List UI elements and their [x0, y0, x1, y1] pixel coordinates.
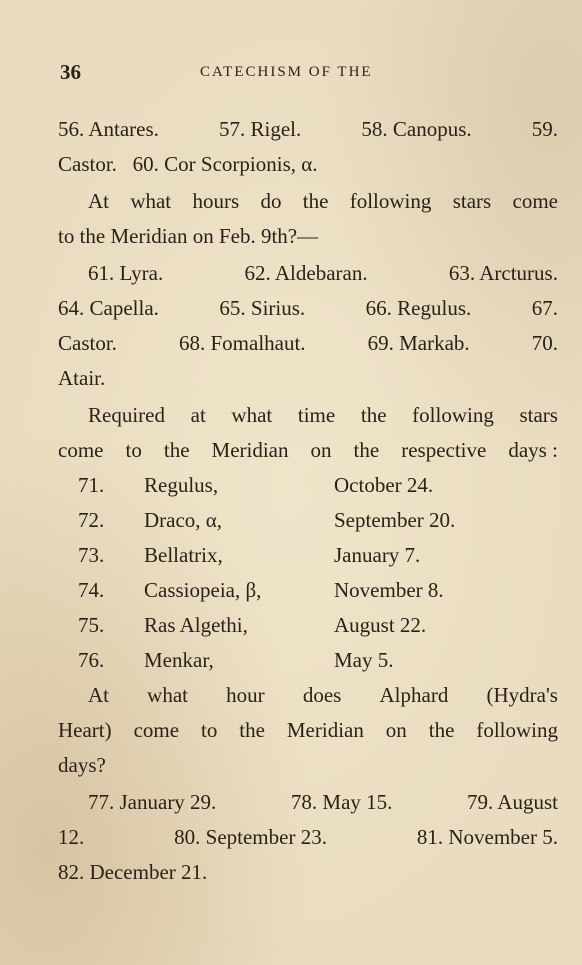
text-segment: 78. May 15.: [290, 790, 393, 814]
text-segment: 80. September 23.: [174, 825, 327, 849]
page-header: [60, 60, 520, 88]
word: the: [428, 718, 455, 742]
word: do: [260, 189, 282, 213]
text-segment: Castor.: [58, 331, 117, 355]
word: following: [349, 189, 432, 213]
row-number: 75.: [78, 613, 105, 637]
text-segment: 70.: [531, 331, 558, 355]
word: days :: [508, 438, 558, 462]
row-number: 76.: [78, 648, 105, 672]
word: Alphard: [379, 683, 449, 707]
text-line: [58, 112, 558, 147]
text-line: [58, 219, 558, 254]
word: stars: [452, 189, 492, 213]
word: at: [190, 403, 206, 427]
date: January 7.: [334, 543, 421, 567]
date: May 5.: [334, 648, 394, 672]
table-row: [58, 573, 558, 608]
row-number: 71.: [78, 473, 105, 497]
table-row: [58, 608, 558, 643]
word: stars: [519, 403, 558, 427]
star-name: Cassiopeia, β,: [144, 578, 262, 602]
star-name: Ras Algethi,: [144, 613, 248, 637]
text-segment: 59.: [531, 117, 558, 141]
running-head: CATECHISM OF THE: [200, 64, 373, 80]
text-segment: days?: [58, 753, 106, 777]
text-segment: to the Meridian on Feb. 9th?—: [58, 224, 319, 248]
text-segment: 62. Aldebaran.: [244, 261, 368, 285]
text-segment: 69. Markab.: [367, 331, 470, 355]
word: following: [412, 403, 494, 427]
word: Meridian: [286, 718, 364, 742]
table-row: [58, 538, 558, 573]
text-segment: 58. Canopus.: [361, 117, 472, 141]
text-segment: 64. Capella.: [58, 296, 159, 320]
text-segment: 67.: [531, 296, 558, 320]
word: the: [163, 438, 190, 462]
text-segment: 66. Regulus.: [365, 296, 472, 320]
text-segment: 81. November 5.: [416, 825, 558, 849]
word: to: [201, 718, 218, 742]
text-segment: 57. Rigel.: [219, 117, 302, 141]
word: At: [88, 683, 109, 707]
text-segment: 63. Arcturus.: [448, 261, 558, 285]
text-segment: Castor. 60. Cor Scorpionis, α.: [58, 152, 318, 176]
table-row: [58, 503, 558, 538]
text-segment: 79. August: [466, 790, 558, 814]
word: At: [88, 189, 109, 213]
text-line: [58, 398, 558, 433]
text-segment: Atair.: [58, 366, 106, 390]
word: does: [302, 683, 342, 707]
word: hours: [192, 189, 240, 213]
date: August 22.: [334, 613, 427, 637]
text-line: [58, 855, 558, 890]
page-body: [58, 112, 558, 890]
word: (Hydra's: [486, 683, 558, 707]
text-line: [58, 433, 558, 468]
text-segment: 65. Sirius.: [219, 296, 306, 320]
text-segment: 12.: [58, 825, 85, 849]
text-segment: 56. Antares.: [58, 117, 159, 141]
text-line: [58, 326, 558, 361]
word: to: [125, 438, 142, 462]
page-number: 36: [60, 60, 81, 84]
word: the: [239, 718, 265, 742]
word: what: [130, 189, 172, 213]
table-row: [58, 468, 558, 503]
word: come: [58, 438, 104, 462]
table-row: [58, 643, 558, 678]
word: Heart): [58, 718, 112, 742]
text-line: [58, 291, 558, 326]
word: the: [360, 403, 387, 427]
word: on: [385, 718, 407, 742]
word: respective: [401, 438, 487, 462]
row-number: 73.: [78, 543, 105, 567]
text-segment: 61. Lyra.: [88, 261, 164, 285]
text-line: [58, 713, 558, 748]
date: October 24.: [334, 473, 434, 497]
row-number: 72.: [78, 508, 105, 532]
text-line: [58, 820, 558, 855]
word: time: [297, 403, 336, 427]
text-segment: 68. Fomalhaut.: [178, 331, 306, 355]
text-line: [58, 184, 558, 219]
text-line: [58, 256, 558, 291]
text-line: [58, 748, 558, 783]
word: Required: [88, 403, 165, 427]
star-name: Bellatrix,: [144, 543, 223, 567]
word: the: [302, 189, 329, 213]
row-number: 74.: [78, 578, 105, 602]
word: following: [476, 718, 558, 742]
text-segment: 82. December 21.: [58, 860, 208, 884]
text-line: [58, 678, 558, 713]
word: what: [231, 403, 273, 427]
text-line: [58, 361, 558, 396]
text-line: [58, 147, 558, 182]
star-table: [58, 468, 558, 678]
star-name: Menkar,: [144, 648, 214, 672]
word: come: [512, 189, 558, 213]
word: hour: [226, 683, 265, 707]
word: Meridian: [211, 438, 289, 462]
date: September 20.: [334, 508, 456, 532]
word: on: [310, 438, 332, 462]
word: what: [147, 683, 188, 707]
date: November 8.: [334, 578, 444, 602]
star-name: Draco, α,: [144, 508, 223, 532]
text-line: [58, 785, 558, 820]
text-segment: 77. January 29.: [88, 790, 217, 814]
word: come: [133, 718, 180, 742]
star-name: Regulus,: [144, 473, 219, 497]
word: the: [353, 438, 380, 462]
